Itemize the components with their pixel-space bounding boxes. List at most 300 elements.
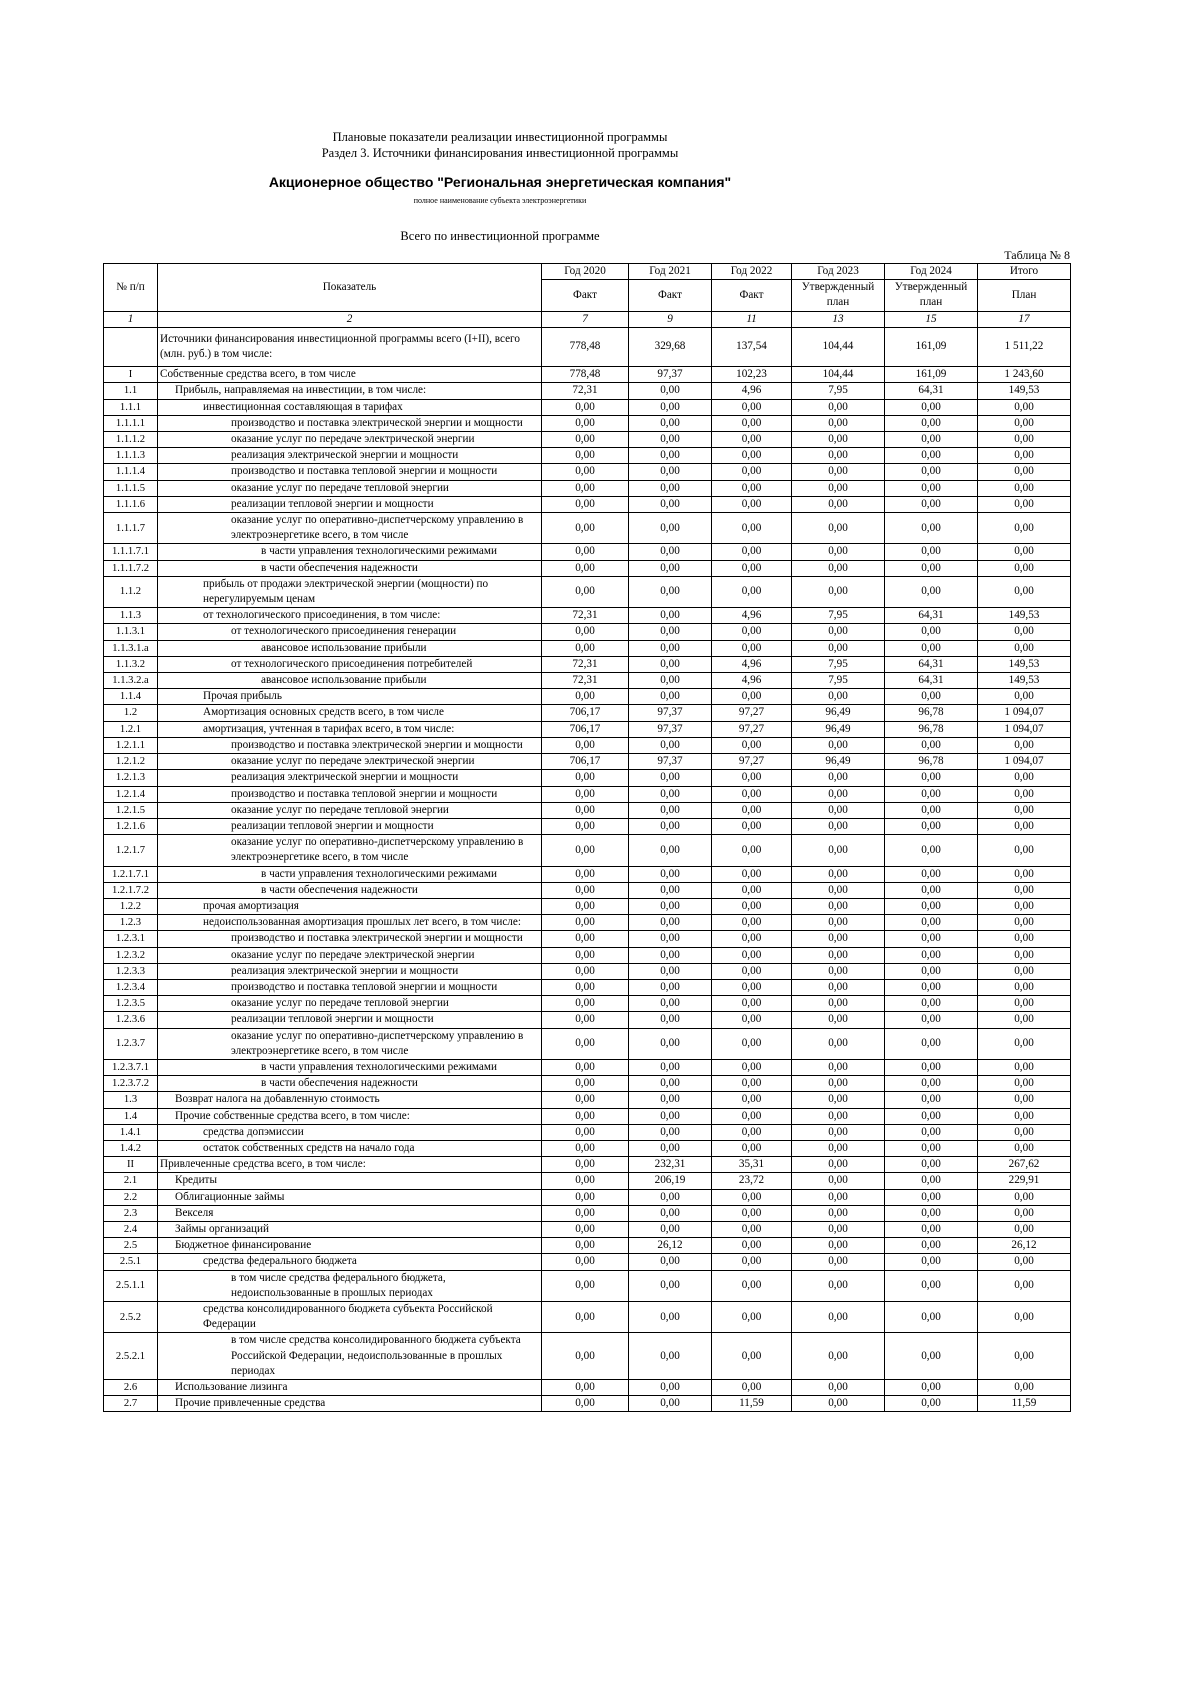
row-value: 0,00	[542, 1124, 629, 1140]
row-value: 104,44	[792, 327, 885, 366]
table-row	[104, 1012, 1071, 1028]
column-header-year: Год 2023	[792, 264, 885, 280]
table-row	[104, 1059, 1071, 1075]
row-indicator: инвестиционная составляющая в тарифах	[158, 399, 542, 415]
table-row	[104, 1302, 1071, 1333]
row-value: 0,00	[629, 1380, 712, 1396]
row-value: 0,00	[629, 1028, 712, 1059]
row-value: 149,53	[978, 673, 1071, 689]
row-value: 0,00	[629, 866, 712, 882]
row-value: 0,00	[712, 496, 792, 512]
row-number: 1.2	[104, 705, 158, 721]
column-header-type: Факт	[712, 280, 792, 311]
row-value: 0,00	[885, 1157, 978, 1173]
row-value: 0,00	[978, 898, 1071, 914]
row-value: 0,00	[792, 1028, 885, 1059]
row-value: 0,00	[712, 802, 792, 818]
row-value: 0,00	[629, 947, 712, 963]
row-value: 0,00	[712, 1189, 792, 1205]
row-value: 0,00	[885, 1124, 978, 1140]
row-value: 0,00	[629, 963, 712, 979]
row-value: 4,96	[712, 656, 792, 672]
row-value: 0,00	[885, 1108, 978, 1124]
row-indicator: Источники финансирования инвестиционной программы всего (I+II), всего (млн. руб.) в том числе:	[158, 327, 542, 366]
row-value: 0,00	[978, 882, 1071, 898]
row-value: 0,00	[542, 480, 629, 496]
row-indicator: производство и поставка тепловой энергии и мощности	[158, 979, 542, 995]
row-indicator: производство и поставка электрической энергии и мощности	[158, 931, 542, 947]
row-value: 0,00	[885, 640, 978, 656]
row-number: 2.4	[104, 1221, 158, 1237]
row-value: 0,00	[978, 1254, 1071, 1270]
row-value: 0,00	[629, 1108, 712, 1124]
column-header-type: Утвержденный план	[792, 280, 885, 311]
row-value: 0,00	[885, 1028, 978, 1059]
row-value: 96,78	[885, 754, 978, 770]
row-value: 0,00	[629, 608, 712, 624]
row-number: 1.2.3	[104, 915, 158, 931]
row-number: 1.2.1.1	[104, 737, 158, 753]
table-row	[104, 1396, 1071, 1412]
row-value: 0,00	[629, 673, 712, 689]
row-value: 0,00	[978, 448, 1071, 464]
table-row	[104, 866, 1071, 882]
row-value: 0,00	[978, 1108, 1071, 1124]
row-value: 0,00	[885, 737, 978, 753]
column-header-type: План	[978, 280, 1071, 311]
row-value: 0,00	[792, 1302, 885, 1333]
row-value: 0,00	[712, 947, 792, 963]
row-value: 0,00	[885, 1270, 978, 1301]
row-value: 0,00	[712, 415, 792, 431]
row-value: 0,00	[885, 1396, 978, 1412]
row-number: 1.4	[104, 1108, 158, 1124]
row-value: 0,00	[712, 770, 792, 786]
column-index: 7	[542, 311, 629, 327]
row-number: 1.2.1.7	[104, 835, 158, 866]
row-value: 7,95	[792, 673, 885, 689]
row-value: 0,00	[712, 1108, 792, 1124]
row-value: 0,00	[712, 1028, 792, 1059]
row-indicator: реализации тепловой энергии и мощности	[158, 496, 542, 512]
row-indicator: в части управления технологическими режимами	[158, 1059, 542, 1075]
row-value: 0,00	[792, 786, 885, 802]
row-value: 0,00	[629, 1140, 712, 1156]
row-value: 97,37	[629, 367, 712, 383]
row-value: 0,00	[792, 1124, 885, 1140]
row-number: 1.2.1.6	[104, 818, 158, 834]
row-number: 2.3	[104, 1205, 158, 1221]
table-row	[104, 963, 1071, 979]
row-value: 0,00	[542, 835, 629, 866]
table-row	[104, 656, 1071, 672]
row-number: 1.1.1.2	[104, 432, 158, 448]
table-row	[104, 1124, 1071, 1140]
row-value: 0,00	[885, 786, 978, 802]
row-indicator: Прочая прибыль	[158, 689, 542, 705]
row-value: 0,00	[978, 1124, 1071, 1140]
row-value: 0,00	[542, 996, 629, 1012]
column-header-year: Год 2024	[885, 264, 978, 280]
row-value: 0,00	[542, 1076, 629, 1092]
table-row	[104, 1108, 1071, 1124]
row-indicator: Собственные средства всего, в том числе	[158, 367, 542, 383]
row-value: 0,00	[629, 1076, 712, 1092]
table-row	[104, 721, 1071, 737]
row-value: 0,00	[629, 931, 712, 947]
row-value: 0,00	[885, 1059, 978, 1075]
table-row	[104, 947, 1071, 963]
row-indicator: от технологического присоединения, в том числе:	[158, 608, 542, 624]
row-number: 1.1.3.2.a	[104, 673, 158, 689]
row-number: 1.1.3.1	[104, 624, 158, 640]
row-value: 96,49	[792, 705, 885, 721]
row-value: 96,49	[792, 721, 885, 737]
row-indicator: средства допэмиссии	[158, 1124, 542, 1140]
row-number: 1.2.2	[104, 898, 158, 914]
row-value: 0,00	[629, 1059, 712, 1075]
row-number	[104, 327, 158, 366]
row-number: 1.1.3.1.a	[104, 640, 158, 656]
row-value: 0,00	[978, 1076, 1071, 1092]
table-row	[104, 383, 1071, 399]
row-indicator: от технологического присоединения генерации	[158, 624, 542, 640]
row-value: 778,48	[542, 327, 629, 366]
row-value: 0,00	[978, 1028, 1071, 1059]
table-row	[104, 1092, 1071, 1108]
row-value: 0,00	[542, 963, 629, 979]
row-number: 1.1.1.4	[104, 464, 158, 480]
row-value: 0,00	[792, 576, 885, 607]
row-value: 0,00	[885, 1221, 978, 1237]
row-value: 0,00	[885, 1012, 978, 1028]
row-value: 102,23	[712, 367, 792, 383]
row-value: 0,00	[885, 931, 978, 947]
row-value: 0,00	[542, 882, 629, 898]
row-indicator: остаток собственных средств на начало года	[158, 1140, 542, 1156]
row-value: 0,00	[629, 979, 712, 995]
row-value: 0,00	[542, 432, 629, 448]
row-value: 0,00	[712, 513, 792, 544]
column-index: 17	[978, 311, 1071, 327]
row-value: 4,96	[712, 383, 792, 399]
row-value: 0,00	[978, 963, 1071, 979]
row-value: 0,00	[712, 448, 792, 464]
row-indicator: производство и поставка тепловой энергии и мощности	[158, 786, 542, 802]
row-value: 26,12	[629, 1238, 712, 1254]
row-number: 1.2.1.4	[104, 786, 158, 802]
table-row	[104, 1189, 1071, 1205]
row-value: 0,00	[885, 544, 978, 560]
row-value: 0,00	[978, 1380, 1071, 1396]
row-value: 0,00	[629, 1124, 712, 1140]
row-value: 0,00	[792, 480, 885, 496]
row-value: 0,00	[978, 480, 1071, 496]
table-row	[104, 399, 1071, 415]
row-value: 0,00	[629, 448, 712, 464]
row-value: 0,00	[629, 1092, 712, 1108]
row-indicator: оказание услуг по передаче тепловой энергии	[158, 480, 542, 496]
row-value: 0,00	[885, 560, 978, 576]
row-value: 0,00	[542, 898, 629, 914]
row-value: 0,00	[542, 770, 629, 786]
row-value: 0,00	[792, 560, 885, 576]
row-indicator: оказание услуг по оперативно-диспетчерскому управлению в электроэнергетике всего, в том числе	[158, 835, 542, 866]
row-value: 0,00	[792, 1189, 885, 1205]
row-value: 0,00	[978, 1270, 1071, 1301]
row-number: 1.2.3.7.2	[104, 1076, 158, 1092]
row-value: 0,00	[629, 383, 712, 399]
row-value: 0,00	[792, 399, 885, 415]
row-number: 2.5	[104, 1238, 158, 1254]
row-value: 0,00	[885, 399, 978, 415]
row-indicator: прочая амортизация	[158, 898, 542, 914]
row-value: 0,00	[542, 560, 629, 576]
row-value: 0,00	[712, 1124, 792, 1140]
row-value: 0,00	[542, 1302, 629, 1333]
row-value: 0,00	[792, 835, 885, 866]
row-value: 0,00	[885, 898, 978, 914]
row-value: 64,31	[885, 656, 978, 672]
row-value: 96,49	[792, 754, 885, 770]
row-value: 0,00	[885, 1380, 978, 1396]
column-header-type: Факт	[542, 280, 629, 311]
row-value: 0,00	[629, 1302, 712, 1333]
table-row	[104, 576, 1071, 607]
row-value: 0,00	[792, 1059, 885, 1075]
row-value: 706,17	[542, 754, 629, 770]
row-value: 0,00	[712, 544, 792, 560]
row-value: 0,00	[542, 737, 629, 753]
row-value: 0,00	[542, 399, 629, 415]
program-scope: Всего по инвестиционной программе	[400, 229, 600, 243]
row-value: 0,00	[712, 979, 792, 995]
table-row	[104, 915, 1071, 931]
row-value: 0,00	[712, 1238, 792, 1254]
row-value: 0,00	[629, 882, 712, 898]
table-row	[104, 979, 1071, 995]
row-value: 0,00	[978, 544, 1071, 560]
row-value: 0,00	[885, 979, 978, 995]
row-number: 2.5.2	[104, 1302, 158, 1333]
company-name-note: полное наименование субъекта электроэнергетики	[413, 196, 587, 205]
row-value: 0,00	[978, 1302, 1071, 1333]
row-value: 206,19	[629, 1173, 712, 1189]
row-value: 0,00	[712, 560, 792, 576]
table-row	[104, 448, 1071, 464]
row-value: 0,00	[629, 544, 712, 560]
row-value: 0,00	[542, 624, 629, 640]
row-value: 0,00	[542, 1092, 629, 1108]
row-indicator: в части обеспечения надежности	[158, 560, 542, 576]
row-value: 0,00	[712, 915, 792, 931]
row-value: 11,59	[712, 1396, 792, 1412]
row-value: 0,00	[542, 979, 629, 995]
table-row	[104, 480, 1071, 496]
row-value: 0,00	[792, 947, 885, 963]
row-value: 0,00	[792, 818, 885, 834]
table-row	[104, 1238, 1071, 1254]
row-value: 0,00	[712, 835, 792, 866]
row-value: 0,00	[792, 640, 885, 656]
row-number: 1.3	[104, 1092, 158, 1108]
table-row	[104, 770, 1071, 786]
table-row	[104, 996, 1071, 1012]
row-value: 72,31	[542, 608, 629, 624]
row-value: 229,91	[978, 1173, 1071, 1189]
row-value: 778,48	[542, 367, 629, 383]
row-value: 96,78	[885, 705, 978, 721]
table-row	[104, 1205, 1071, 1221]
column-header-number: № п/п	[104, 264, 158, 312]
row-value: 1 511,22	[978, 327, 1071, 366]
column-index: 15	[885, 311, 978, 327]
row-value: 0,00	[629, 624, 712, 640]
table-row	[104, 1173, 1071, 1189]
row-value: 0,00	[978, 1059, 1071, 1075]
row-value: 97,27	[712, 705, 792, 721]
row-value: 0,00	[978, 770, 1071, 786]
row-value: 0,00	[885, 1173, 978, 1189]
row-value: 0,00	[792, 1092, 885, 1108]
row-number: 1.4.1	[104, 1124, 158, 1140]
row-indicator: Займы организаций	[158, 1221, 542, 1237]
table-row	[104, 640, 1071, 656]
table-row	[104, 818, 1071, 834]
row-value: 0,00	[885, 915, 978, 931]
row-indicator: средства консолидированного бюджета субъекта Российской Федерации	[158, 1302, 542, 1333]
row-value: 0,00	[629, 656, 712, 672]
row-value: 0,00	[792, 1254, 885, 1270]
row-value: 7,95	[792, 383, 885, 399]
table-row	[104, 1333, 1071, 1380]
table-row	[104, 1140, 1071, 1156]
row-value: 0,00	[978, 689, 1071, 705]
row-number: 1.2.3.4	[104, 979, 158, 995]
row-number: 2.1	[104, 1173, 158, 1189]
row-value: 0,00	[542, 1189, 629, 1205]
row-value: 0,00	[978, 931, 1071, 947]
row-value: 0,00	[542, 1254, 629, 1270]
row-value: 0,00	[792, 624, 885, 640]
row-value: 0,00	[629, 1221, 712, 1237]
row-value: 0,00	[542, 576, 629, 607]
row-indicator: Кредиты	[158, 1173, 542, 1189]
row-indicator: в том числе средства федерального бюджета, недоиспользованные в прошлых периодах	[158, 1270, 542, 1301]
row-value: 1 094,07	[978, 754, 1071, 770]
row-value: 0,00	[885, 1254, 978, 1270]
table-row	[104, 1270, 1071, 1301]
row-value: 0,00	[542, 931, 629, 947]
row-number: 1.2.3.6	[104, 1012, 158, 1028]
row-value: 0,00	[792, 496, 885, 512]
row-value: 0,00	[629, 1396, 712, 1412]
row-number: I	[104, 367, 158, 383]
row-value: 0,00	[978, 624, 1071, 640]
row-value: 0,00	[978, 818, 1071, 834]
row-indicator: в части обеспечения надежности	[158, 1076, 542, 1092]
row-value: 706,17	[542, 705, 629, 721]
row-value: 0,00	[542, 544, 629, 560]
row-number: 1.1	[104, 383, 158, 399]
row-indicator: Векселя	[158, 1205, 542, 1221]
row-value: 0,00	[792, 544, 885, 560]
row-value: 0,00	[629, 1189, 712, 1205]
row-indicator: Возврат налога на добавленную стоимость	[158, 1092, 542, 1108]
row-value: 0,00	[792, 1238, 885, 1254]
table-row	[104, 882, 1071, 898]
row-number: 1.2.3.5	[104, 996, 158, 1012]
row-value: 0,00	[542, 513, 629, 544]
row-number: 1.2.1.7.2	[104, 882, 158, 898]
row-value: 0,00	[712, 1254, 792, 1270]
row-value: 0,00	[712, 1140, 792, 1156]
row-value: 97,37	[629, 754, 712, 770]
row-value: 0,00	[542, 1059, 629, 1075]
row-value: 0,00	[792, 464, 885, 480]
row-indicator: производство и поставка тепловой энергии и мощности	[158, 464, 542, 480]
row-value: 0,00	[542, 1221, 629, 1237]
row-value: 0,00	[629, 996, 712, 1012]
row-indicator: реализация электрической энергии и мощности	[158, 963, 542, 979]
row-value: 0,00	[629, 689, 712, 705]
row-value: 0,00	[885, 1205, 978, 1221]
row-value: 0,00	[885, 496, 978, 512]
row-value: 4,96	[712, 608, 792, 624]
row-value: 0,00	[629, 576, 712, 607]
row-value: 0,00	[712, 399, 792, 415]
table-row	[104, 737, 1071, 753]
row-value: 0,00	[629, 560, 712, 576]
row-value: 0,00	[629, 835, 712, 866]
table-row	[104, 705, 1071, 721]
row-value: 0,00	[629, 1270, 712, 1301]
table-header	[104, 264, 1071, 328]
row-value: 0,00	[629, 915, 712, 931]
row-number: 1.2.3.7	[104, 1028, 158, 1059]
row-value: 0,00	[712, 996, 792, 1012]
row-value: 0,00	[629, 432, 712, 448]
row-value: 0,00	[978, 1221, 1071, 1237]
column-header-indicator: Показатель	[158, 264, 542, 312]
row-value: 0,00	[885, 866, 978, 882]
row-value: 0,00	[712, 576, 792, 607]
row-value: 0,00	[885, 1302, 978, 1333]
row-number: 1.2.1.7.1	[104, 866, 158, 882]
row-value: 0,00	[885, 448, 978, 464]
table-row	[104, 802, 1071, 818]
row-value: 0,00	[885, 1333, 978, 1380]
row-indicator: реализации тепловой энергии и мощности	[158, 1012, 542, 1028]
row-value: 0,00	[978, 1333, 1071, 1380]
row-value: 0,00	[542, 915, 629, 931]
row-value: 0,00	[542, 496, 629, 512]
row-value: 0,00	[712, 432, 792, 448]
row-indicator: оказание услуг по передаче тепловой энергии	[158, 996, 542, 1012]
table-row	[104, 754, 1071, 770]
row-value: 0,00	[712, 464, 792, 480]
table-row	[104, 624, 1071, 640]
row-value: 0,00	[885, 432, 978, 448]
row-value: 0,00	[629, 513, 712, 544]
row-value: 0,00	[792, 802, 885, 818]
row-number: 1.2.3.2	[104, 947, 158, 963]
table-body	[104, 327, 1071, 1412]
row-number: 1.1.3.2	[104, 656, 158, 672]
table-row	[104, 1028, 1071, 1059]
row-indicator: прибыль от продажи электрической энергии (мощности) по нерегулируемым ценам	[158, 576, 542, 607]
row-value: 0,00	[792, 1108, 885, 1124]
